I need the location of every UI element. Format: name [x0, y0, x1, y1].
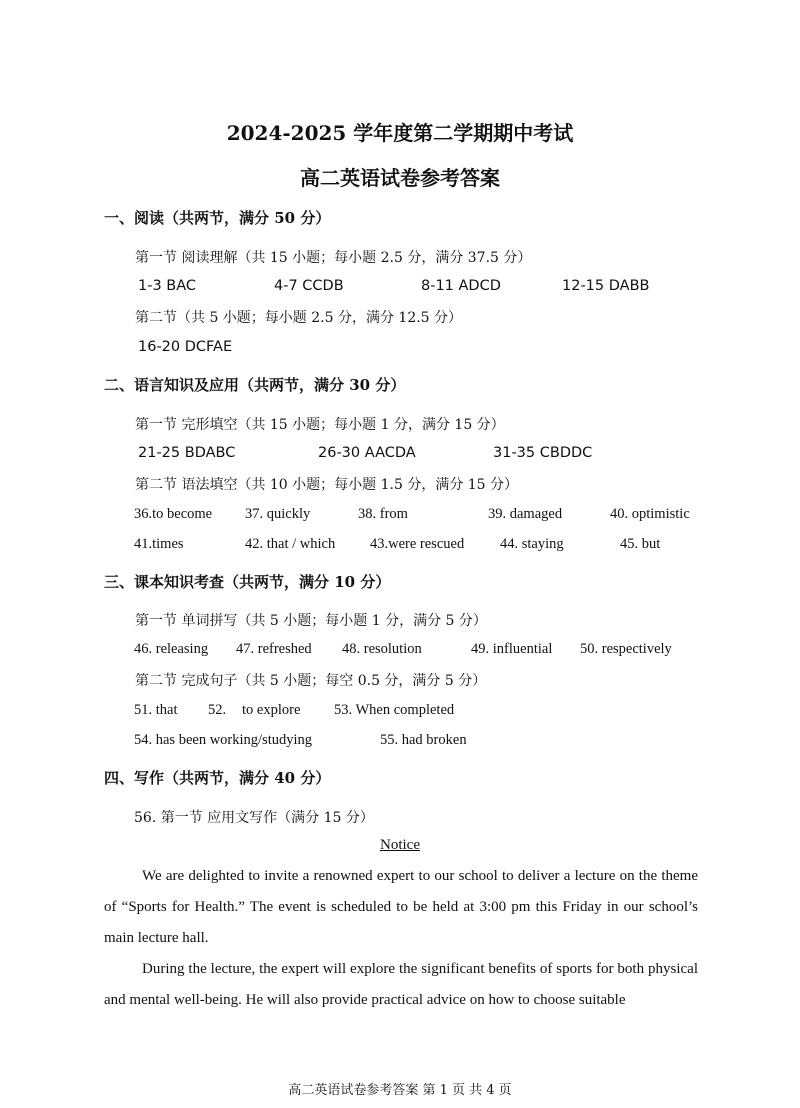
answer-item: 55. had broken	[380, 732, 467, 748]
exam-title: 2024-2025 学年度第二学期期中考试	[226, 121, 574, 145]
answer-item: 16-20 DCFAE	[138, 339, 233, 355]
answer-item: 38. from	[358, 506, 408, 522]
language-part2-label: 第二节 语法填空（共 10 小题；每小题 1.5 分，满分 15 分）	[135, 477, 519, 493]
answer-item: 49. influential	[471, 641, 553, 657]
answer-item: 37. quickly	[245, 506, 311, 522]
section-reading-heading: 一、阅读（共两节，满分 50 分）	[104, 209, 331, 227]
answer-item: 45. but	[620, 536, 661, 552]
answer-item: 44. staying	[500, 536, 564, 552]
answer-item: 1-3 BAC	[138, 278, 197, 294]
answer-item: 53. When completed	[334, 702, 455, 718]
answer-item: 21-25 BDABC	[138, 445, 236, 461]
answer-item: 50. respectively	[580, 641, 672, 657]
language-part1-label: 第一节 完形填空（共 15 小题；每小题 1 分，满分 15 分）	[135, 417, 505, 433]
notice-paragraph-1: We are delighted to invite a renowned expert to our school to deliver a lecture on the theme of “Sports for Health.” The event is scheduled to be held at 3:00 pm this Friday in our school’s main lecture hall.	[104, 868, 698, 946]
answer-item: 46. releasing	[134, 641, 209, 657]
reading-part2-label: 第二节（共 5 小题；每小题 2.5 分，满分 12.5 分）	[135, 310, 463, 326]
answer-item: 48. resolution	[342, 641, 422, 657]
writing-part1-label: 56. 第一节 应用文写作（满分 15 分）	[134, 810, 374, 826]
answer-item: 47. refreshed	[236, 641, 312, 657]
answer-item: 40. optimistic	[610, 506, 690, 522]
answer-item: 12-15 DABB	[562, 278, 650, 294]
answer-item: 42. that / which	[245, 536, 336, 552]
section-language-heading: 二、语言知识及应用（共两节，满分 30 分）	[104, 376, 406, 394]
answer-item: 26-30 AACDA	[318, 445, 416, 461]
answer-item: 31-35 CBDDC	[493, 445, 593, 461]
answer-item: 41.times	[134, 536, 184, 552]
section-textbook-heading: 三、课本知识考查（共两节，满分 10 分）	[104, 573, 391, 591]
answer-item: 51. that	[134, 702, 178, 718]
answer-item: 54. has been working/studying	[134, 732, 313, 748]
section-writing-heading: 四、写作（共两节，满分 40 分）	[104, 769, 331, 787]
textbook-part2-label: 第二节 完成句子（共 5 小题；每空 0.5 分，满分 5 分）	[135, 673, 487, 689]
notice-title: Notice	[380, 837, 420, 853]
answer-item: 8-11 ADCD	[421, 278, 501, 294]
notice-paragraph-2: During the lecture, the expert will explore the significant benefits of sports for both physical and mental well-being. He will also provide practical advice on how to choose suitable	[104, 961, 698, 1008]
answer-item: 39. damaged	[488, 506, 563, 522]
answer-item: 43.were rescued	[370, 536, 465, 552]
page-footer: 高二英语试卷参考答案 第 1 页 共 4 页	[288, 1083, 512, 1098]
textbook-part1-label: 第一节 单词拼写（共 5 小题；每小题 1 分，满分 5 分）	[135, 613, 487, 629]
answer-item: to explore	[242, 702, 301, 718]
answer-item: 4-7 CCDB	[274, 278, 344, 294]
answer-item: 36.to become	[134, 506, 213, 522]
answer-key-title: 高二英语试卷参考答案	[300, 166, 500, 190]
reading-part1-label: 第一节 阅读理解（共 15 小题；每小题 2.5 分，满分 37.5 分）	[135, 250, 532, 266]
answer-item: 52.	[208, 702, 227, 718]
